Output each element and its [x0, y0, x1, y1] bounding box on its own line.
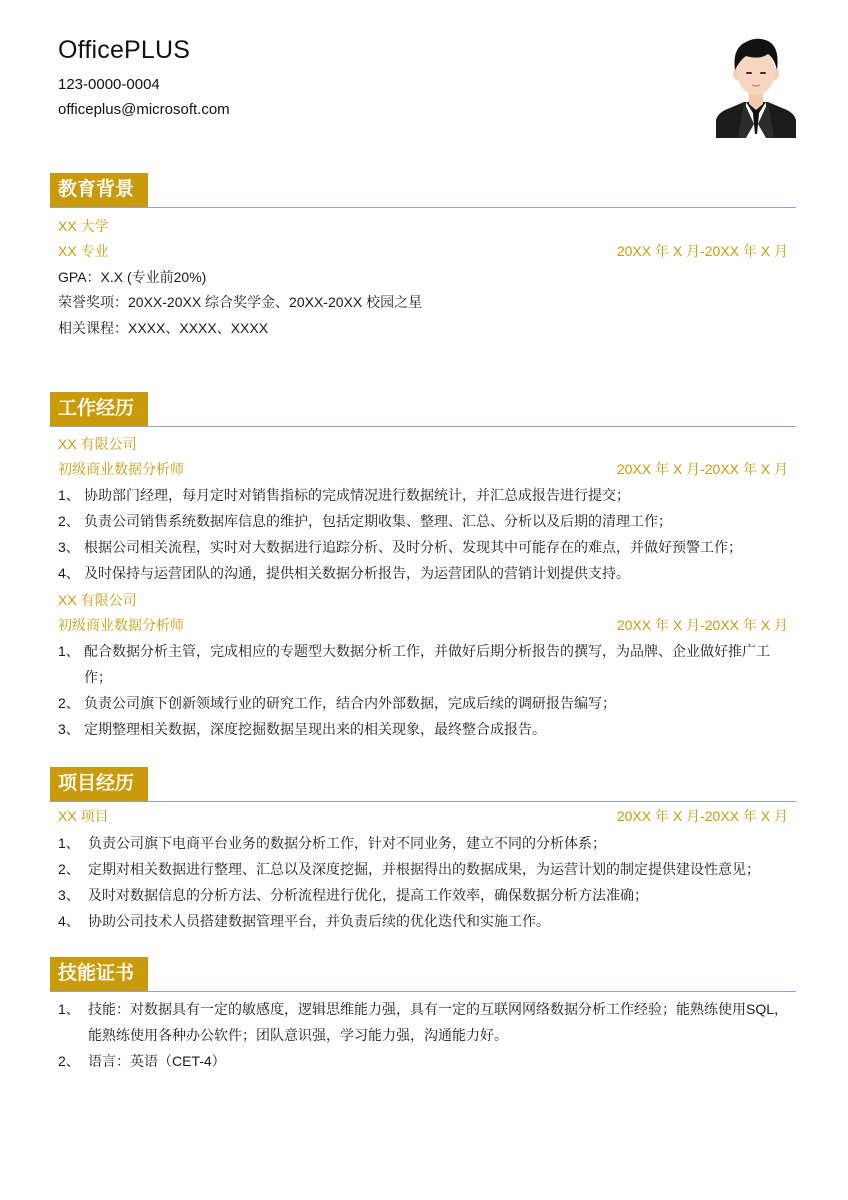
- section-divider: [50, 991, 796, 992]
- school-name: XX 大学: [58, 218, 109, 234]
- item-number: 4、: [58, 565, 80, 581]
- item-number: 2、: [58, 1053, 80, 1069]
- item-number: 1、: [58, 643, 80, 659]
- job-position: 初级商业数据分析师: [58, 461, 184, 477]
- item-text: 负责公司销售系统数据库信息的维护，包括定期收集、整理、汇总、分析以及后期的清理工作；: [84, 513, 672, 529]
- company-name: XX 有限公司: [58, 592, 137, 608]
- item-text: 及时对数据信息的分析方法、分析流程进行优化，提高工作效率，确保数据分析方法准确；: [88, 887, 648, 903]
- list-item: [58, 690, 794, 716]
- skills-section: [50, 957, 796, 1077]
- project-heading: 项目经历: [50, 767, 148, 801]
- item-number: 3、: [58, 721, 80, 737]
- skills-heading: 技能证书: [50, 957, 148, 991]
- item-text: 协助部门经理，每月定时对销售指标的完成情况进行数据统计，并汇总成报告进行提交；: [84, 487, 630, 503]
- education-date: 20XX 年 X 月-20XX 年 X 月: [616, 243, 788, 259]
- work-heading: 工作经历: [50, 392, 148, 426]
- project-name: XX 项目: [58, 808, 109, 824]
- email-address: officeplus@microsoft.com: [58, 101, 230, 118]
- list-item: [58, 1048, 794, 1074]
- job-date: 20XX 年 X 月-20XX 年 X 月: [616, 617, 788, 633]
- education-section: [50, 173, 796, 343]
- item-text: 定期对相关数据进行整理、汇总以及深度挖掘，并根据得出的数据成果，为运营计划的制定提供建设性意见；: [88, 861, 760, 877]
- item-text: 负责公司旗下电商平台业务的数据分析工作，针对不同业务，建立不同的分析体系；: [88, 835, 606, 851]
- item-number: 2、: [58, 695, 80, 711]
- candidate-name: OfficePLUS: [58, 36, 191, 64]
- item-number: 3、: [58, 539, 80, 555]
- item-text: 配合数据分析主管，完成相应的专题型大数据分析工作，并做好后期分析报告的撰写，为品牌、企业做好推广工作；: [84, 643, 770, 685]
- item-number: 2、: [58, 513, 80, 529]
- major: XX 专业: [58, 243, 109, 259]
- company-name: XX 有限公司: [58, 436, 137, 452]
- item-text: 及时保持与运营团队的沟通，提供相关数据分析报告，为运营团队的营销计划提供支持。: [84, 565, 630, 581]
- list-item: [58, 560, 794, 586]
- item-number: 4、: [58, 913, 80, 929]
- gpa: GPA：X.X (专业前20%): [58, 269, 207, 285]
- item-text: 语言：英语（CET-4）: [88, 1053, 226, 1069]
- item-text: 协助公司技术人员搭建数据管理平台，并负责后续的优化迭代和实施工作。: [88, 913, 550, 929]
- section-divider: [50, 207, 796, 208]
- job-position: 初级商业数据分析师: [58, 617, 184, 633]
- list-item: [58, 534, 794, 560]
- item-text: 定期整理相关数据，深度挖掘数据呈现出来的相关现象，最终整合成报告。: [84, 721, 546, 737]
- project-section: [50, 767, 796, 937]
- list-item: [58, 996, 794, 1048]
- item-number: 1、: [58, 1001, 80, 1017]
- courses: 相关课程：XXXX、XXXX、XXXX: [58, 320, 269, 336]
- list-item: [58, 716, 794, 742]
- list-item: [58, 508, 794, 534]
- section-divider: [50, 426, 796, 427]
- item-number: 1、: [58, 487, 80, 503]
- item-number: 1、: [58, 835, 80, 851]
- list-item: [58, 908, 794, 934]
- item-text: 根据公司相关流程，实时对大数据进行追踪分析、及时分析、发现其中可能存在的难点，并做好预警工作；: [84, 539, 742, 555]
- item-number: 3、: [58, 887, 80, 903]
- job-date: 20XX 年 X 月-20XX 年 X 月: [616, 461, 788, 477]
- list-item: [58, 882, 794, 908]
- phone-number: 123-0000-0004: [58, 76, 160, 93]
- list-item: [58, 638, 794, 690]
- avatar: [716, 34, 796, 138]
- education-heading: 教育背景: [50, 173, 148, 207]
- section-divider: [50, 801, 796, 802]
- item-number: 2、: [58, 861, 80, 877]
- list-item: [58, 482, 794, 508]
- list-item: [58, 830, 794, 856]
- work-section: [50, 392, 796, 744]
- item-text: 负责公司旗下创新领域行业的研究工作，结合内外部数据，完成后续的调研报告编写；: [84, 695, 616, 711]
- list-item: [58, 856, 794, 882]
- item-text: 技能：对数据具有一定的敏感度，逻辑思维能力强，具有一定的互联网网络数据分析工作经验；能熟练使用SQL，能熟练使用各种办公软件；团队意识强，学习能力强，沟通能力好。: [88, 1001, 789, 1043]
- project-date: 20XX 年 X 月-20XX 年 X 月: [616, 808, 788, 824]
- honors: 荣誉奖项：20XX-20XX 综合奖学金、20XX-20XX 校园之星: [58, 294, 423, 310]
